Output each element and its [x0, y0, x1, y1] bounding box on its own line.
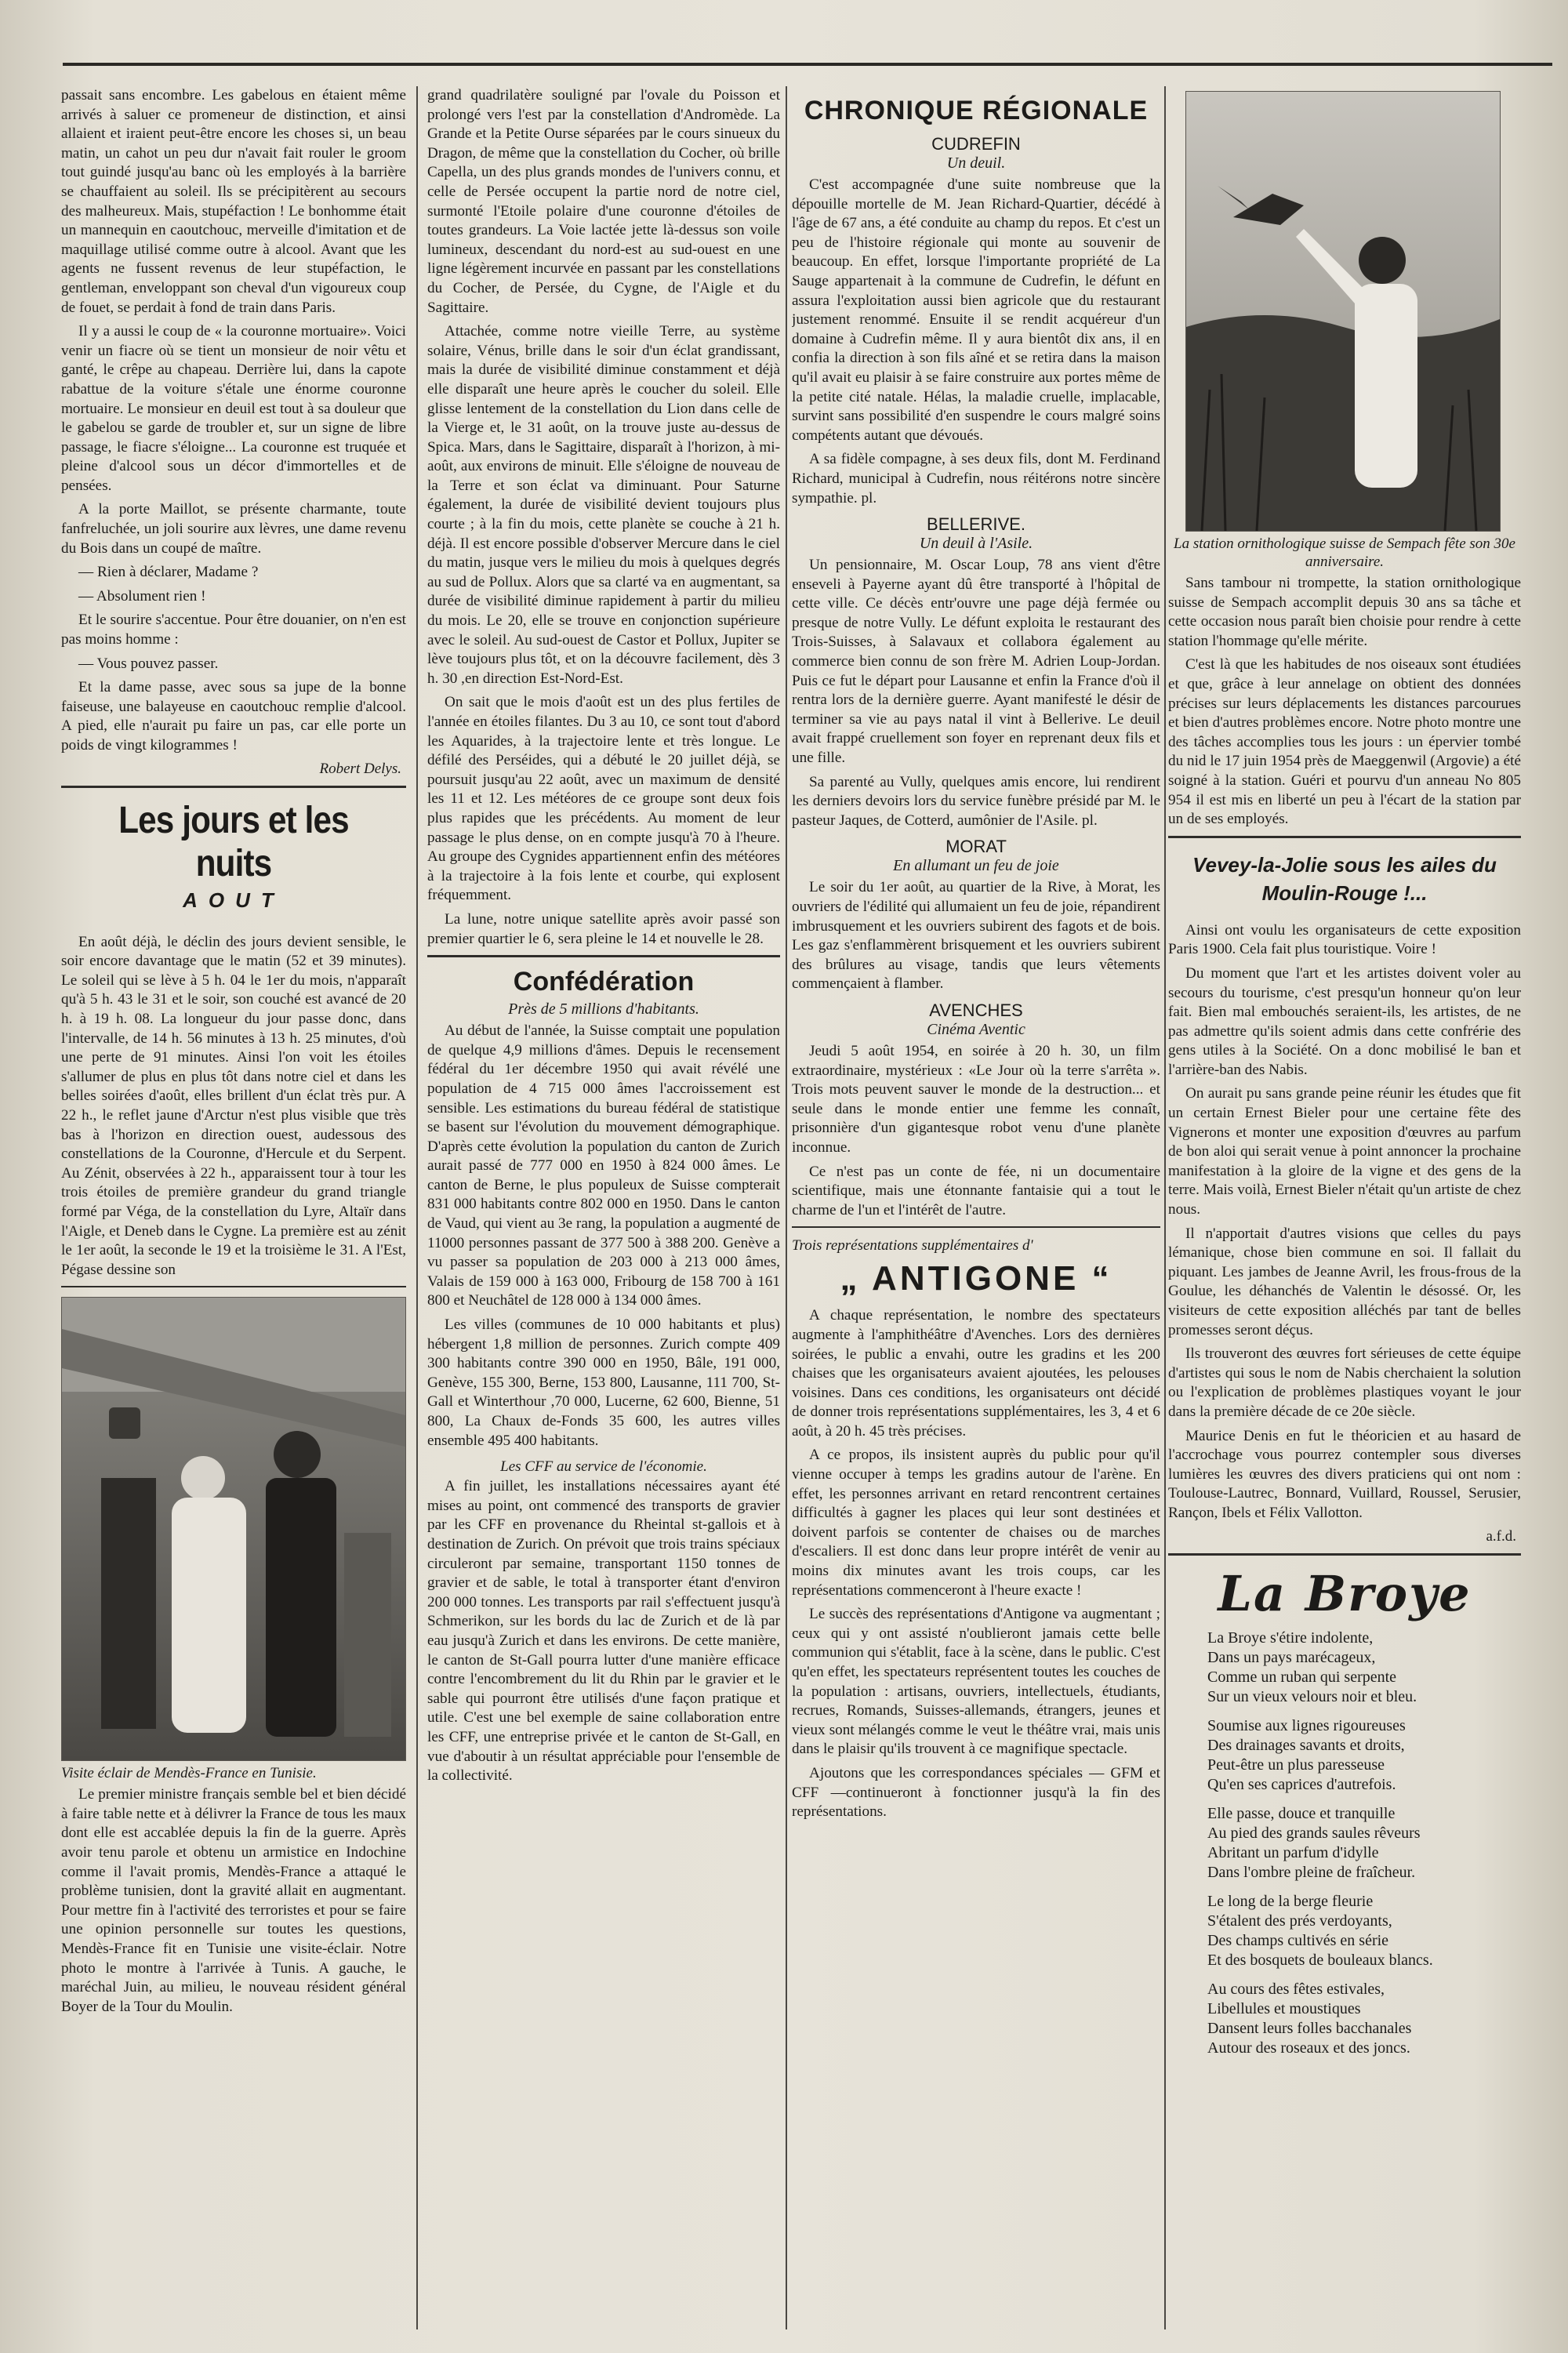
poem-line: Autour des roseaux et des joncs.: [1207, 2039, 1410, 2057]
paragraph: Du moment que l'art et les artistes doivent voler au secours du tourisme, c'est presqu'un honneur qu'on leur fait. Bien mal embouchés seraient-ils, les artistes, de ne pas admettre qu'ils soient admis dans cette confrérie des gens utiles à la Société. On a donc mobilisé le ban et l'arrière-ban des Nabis.: [1168, 964, 1521, 1078]
section-rule: [427, 955, 780, 957]
paragraph: Jeudi 5 août 1954, en soirée à 20 h. 30, un film extraordinaire, mystérieux : «Le Jour où la terre s'arrêta ». Trois mots peuvent sauver le monde de la destruction... et seule dans le monde entier une femme les connaît, prisonnière d'un gigantesque robot venu d'une planète inconnue.: [792, 1042, 1160, 1156]
author-signature: a.f.d.: [1486, 1527, 1516, 1545]
poem-line: Au pied des grands saules rêveurs: [1207, 1824, 1421, 1842]
paragraph: La lune, notre unique satellite après avoir passé son premier quartier le 6, sera pleine le 14 et nouvelle le 28.: [427, 910, 780, 947]
poem-stanza: [1168, 1716, 1521, 1795]
photo-image: [62, 1298, 405, 1760]
paragraph: — Vous pouvez passer.: [78, 655, 219, 672]
poem-line: Qu'en ses caprices d'autrefois.: [1207, 1775, 1396, 1793]
poem-line: Des champs cultivés en série: [1207, 1931, 1389, 1949]
paragraph: A chaque représentation, le nombre des spectateurs augmente à l'amphithéâtre d'Avenches. Lors des dernières soirées, le public a envahi, outre les gradins et les 200 chaises que les organisateurs avaient ajoutées, les pelouses voisines. Dans ces conditions, les organisateurs ont décidé de donner trois représentations supplémentaires, les 3, 4 et 6 août, à 20 h. 45 très précises.: [792, 1307, 1160, 1440]
column-3: [792, 86, 1160, 2337]
paragraph: Ainsi ont voulu les organisateurs de cette exposition Paris 1900. Cela fait plus touristique. Voire !: [1168, 921, 1521, 958]
avenches-subhead: Cinéma Aventic: [927, 1020, 1025, 1038]
paragraph: Le soir du 1er août, au quartier de la Rive, à Morat, les ouvriers de l'édilité qui allumaient un feu de joie, répandirent imbrusquement et les ouvriers subirent des fagots et de bois. Les gaz s'enflammèrent brisquement et les ouvriers subirent des brûlures au visage, tandis que leurs vêtements commençaient à flamber.: [792, 879, 1160, 993]
poem-stanza: [1168, 1629, 1521, 1707]
sempach-photo: [1185, 91, 1501, 532]
section-rule: [61, 1286, 406, 1287]
place-morat: MORAT: [946, 837, 1007, 857]
poem-line: Dansent leurs folles bacchanales: [1207, 2019, 1412, 2037]
poem-line: La Broye s'étire indolente,: [1207, 1629, 1374, 1647]
vevey-headline: Vevey-la-Jolie sous les ailes du Moulin-Rouge !...: [1192, 852, 1497, 905]
poem-stanza: [1168, 1804, 1521, 1883]
photo-caption: Visite éclair de Mendès-France en Tunisie.: [61, 1765, 317, 1782]
place-avenches: AVENCHES: [929, 1000, 1023, 1020]
paragraph: On sait que le mois d'août est un des plus fertiles de l'année en étoiles filantes. Du 3 au 10, ce sont tout d'abord les Aquarides, à la trajectoire lente et très longue. Le défilé des Perséides, qui a débuté le 20 juillet déjà, se poursuit jusqu'au 22 août, avec un maximum de densité les 11 et 12. Les météores de ce groupe sont deux fois plus rapides que les précédents. Au moment de leur passage le plus dense, on en compte jusqu'à 70 à l'heure. Au groupe des Cygnides appartiennent enfin des météores à la trajectoire à la fois lente et courbe, qui explosent fréquemment.: [427, 694, 780, 904]
paragraph: En août déjà, le déclin des jours devient sensible, le soir encore davantage que le matin (52 et 39 minutes). Le soleil qui se lève à 5 h. 04 le 1er du mois, n'apparaît qu'à 5 h. 43 le 31 et le soir, son couché est avancé de 20 h. à 19 h. 08. La longueur du jour passe donc, dans l'intervalle, de 14 h. 56 minutes à 13 h. 25 minutes, d'où une perte de 91 minutes. Ainsi l'on voit les étoiles s'allumer de plus en plus tôt dans notre ciel et dans les belles soirées d'août, elles brillent d'un éclat très pur. A 22 h., le reflet jaune d'Arctur n'est plus visible que très bas à l'horizon en direction ouest, audessous des constellations de la Couronne, d'Hercule et du Serpent. Au Zénit, observées à 22 h., apparaissent tour à tour les trois étoiles de première grandeur du grand triangle formé par Véga, de la constellation du Lyre, Altaïr dans l'Aigle, et Deneb dans le Cygne. La première est au zénit le 1er août, la seconde le 19 et la troisième le 31. A l'Est, Pégase dessine son: [61, 933, 406, 1278]
confederation-headline: Confédération: [513, 967, 695, 997]
poem-line: Dans l'ombre pleine de fraîcheur.: [1207, 1863, 1416, 1881]
paragraph: Il n'apportait d'autres visions que celles du pays lémanique, chose bien commune en soi. Il fallait du piquant. Les jambes de Jeanne Avril, les frous-frous de la Goulue, les déhanchés de Valentin le désossé. Or, les visiteurs de cette exposition alléchés par tant de belles promesses seront déçus.: [1168, 1225, 1521, 1338]
poem-line: Au cours des fêtes estivales,: [1207, 1980, 1385, 1998]
cff-subhead: Les CFF au service de l'économie.: [500, 1458, 707, 1476]
paragraph: Le succès des représentations d'Antigone va augmentant ; ceux qui y ont assisté n'oublieront jamais cette belle communion qui s'établit, face à la scène, dans le public. C'est qu'en effet, les spectateurs représentent toutes les couches de la population : artisans, ouvriers, intellectuels, étudiants, recrues, Romands, Suisses-allemands, étrangers, jeunes et vieux sont mélangés comme le veut le théâtre vrai, mais unis dans le plaisir qu'ils trouvent à ce magnifique spectacle.: [792, 1606, 1160, 1758]
column-2: [427, 86, 780, 2337]
column-rule: [1164, 86, 1166, 2329]
morat-subhead: En allumant un feu de joie: [893, 857, 1059, 875]
paragraph: Maurice Denis en fut le théoricien et au hasard de l'accrochage vous pourrez contempler sous diverses lumières les œuvres des divers praticiens qui ont nom : Toulouse-Lautrec, Bonnard, Vuillard, Roussel, Serusier, Rançon, Ibels et Félix Vallotton.: [1168, 1427, 1521, 1521]
section-rule: [1168, 1553, 1521, 1556]
poem-line: Dans un pays marécageux,: [1207, 1648, 1376, 1666]
column-1: [61, 86, 406, 2337]
paragraph: On aurait pu sans grande peine réunir les études que fit un certain Ernest Bieler pour une certaine fête des Vignerons et monter une exposition d'œuvres au parfum de bon aloi qui serait venue à point annoncer la prochaine manifestation à la gloire de la vigne et des gens de la terre. Mais voilà, Ernest Bieler n'était qu'un artiste de chez nous.: [1168, 1085, 1521, 1218]
paragraph: Ajoutons que les correspondances spéciales — GFM et CFF —continueront à fonctionner jusqu'à la fin des représentations.: [792, 1764, 1160, 1821]
paragraph: Et le sourire s'accentue. Pour être douanier, on n'en est pas moins homme :: [61, 612, 406, 648]
section-rule: [1168, 836, 1521, 838]
paragraph: Le premier ministre français semble bel et bien décidé à faire table nette et à délivrer la France de tous les maux dont elle est accablée depuis la fin de la guerre. Après avoir tenu parole et obtenu un armistice en Indochine comme il l'avait promis, Mendès-France a attaqué le problème tunisien, dont la gravité allait en augmentant. Pour mettre fin à l'activité des terroristes et pour se faire une opinion personnelle sur toutes les questions, Mendès-France fit en Tunisie une visite-éclair. Notre photo le montre à l'arrivée à Tunis. A gauche, le maréchal Juin, au milieu, le nouveau résident général Boyer de la Tour du Moulin.: [61, 1786, 406, 2015]
paragraph: Et la dame passe, avec sous sa jupe de la bonne faiseuse, une balayeuse en caoutchouc remplie d'alcool. A pied, elle n'aurait pu faire un pas, car elle porte un poids de vingt kilogrammes !: [61, 679, 406, 753]
paragraph: A ce propos, ils insistent auprès du public pour qu'il vienne occuper à temps les gradins autour de l'arène. En effet, les personnes arrivant en retard rencontrent certaines difficultés à gagner les places qui leur sont destinées et doivent parfois se contenter de chaises ou de marches d'escaliers. Il est donc dans leur propre intérêt de venir au moins dix minutes avant les trois coups, car les représentations commenceront à l'heure exacte !: [792, 1447, 1160, 1599]
paragraph: A la porte Maillot, se présente charmante, toute fanfreluchée, un joli sourire aux lèvres, une dame revenu du Bois dans un coupé de maître.: [61, 501, 406, 557]
jours-month: AOUT: [183, 888, 285, 912]
poem-line: Le long de la berge fleurie: [1207, 1892, 1374, 1910]
column-rule: [786, 86, 787, 2329]
poem-line: Sur un vieux velours noir et bleu.: [1207, 1687, 1417, 1705]
paragraph: Sa parenté au Vully, quelques amis encore, lui rendirent les derniers devoirs lors du service funèbre présidé par M. le pasteur Jaques, de Cotterd, aumônier de l'Asile. pl.: [792, 773, 1160, 829]
poem-line: Abritant un parfum d'idylle: [1207, 1843, 1379, 1861]
section-rule: [792, 1226, 1160, 1228]
top-rule: [63, 63, 1552, 66]
paragraph: — Rien à déclarer, Madame ?: [78, 564, 259, 581]
paragraph: Un pensionnaire, M. Oscar Loup, 78 ans vient d'être enseveli à Payerne ayant dû être transporté à l'hôpital de cette ville. Ce décès entr'ouvre une page déjà fermée ou presque de notre Vully. Le défunt exploita le restaurant des Trois-Suisses, à Salavaux et collabora également au commerce bien connu de son frère M. Adrien Loup-Jordan. Puis ce fut le départ pour Lausanne et enfin la France d'où il rentra lors de la dernière guerre. Ayant manifesté le désir de terminer sa vie au pays natal il vint à Bellerive. Le deuil avait frappé cruellement son foyer en reprenant deux fils et une fille.: [792, 557, 1160, 767]
paragraph: C'est accompagnée d'une suite nombreuse que la dépouille mortelle de M. Jean Richard-Quartier, décédé à l'âge de 67 ans, a été conduite au champ du repos. Et c'est un peu de l'histoire régionale qui monte au souvenir de beaucoup. En effet, lorsque l'importante propriété de La Sauge appartenait à la commune de Cudrefin, le défunt en assura l'exploitation aussi bien agricole que du restaurant justement renommé. Ensuite il se rendit acquéreur d'un domaine à Cudrefin même. Il y aura bientôt dix ans, il en confia la direction à son fils aîné et se retira dans la maison qu'il avait eu plaisir à se faire construire aux portes même de la petite cité natale. Hélas, la maladie cruelle, implacable, survint sans possibilité d'en suspendre le cours malgré soins compétents autant que dévoués.: [792, 176, 1160, 444]
poem-stanza: [1168, 1980, 1521, 2058]
mendes-france-photo: [61, 1297, 406, 1761]
confederation-subhead: Près de 5 millions d'habitants.: [508, 1000, 699, 1019]
paragraph: — Absolument rien !: [78, 587, 206, 605]
paragraph: Ce n'est pas un conte de fée, ni un documentaire scientifique, mais une étonnante fantaisie qui a tout le charme de l'un et l'intérêt de l'autre.: [792, 1163, 1160, 1218]
paragraph: Attachée, comme notre vieille Terre, au système solaire, Vénus, brille dans le soir d'un éclat grandissant, mais la durée de visibilité diminue constamment et déjà elle disparaît une heure après le coucher du soleil. Elle glisse lentement de la constellation du Lion dans celle de la Vierge et, le 31 août, on la trouve juste au-dessus de Spica. Mars, dans le Sagittaire, disparaît à l'horizon, à mi-août, aux environs de minuit. Elle s'éloigne de nouveau de la Terre et son éclat va diminuant. Pour Saturne également, la durée de visibilité devient toujours plus courte ; à la fin du mois, cette planète se couche à 21 h. déjà. Il est encore possible d'observer Mercure dans le ciel du matin, jusque vers le milieu du mois à quelques degrés au sud de Pollux. Alors que sa clarté va en augmentant, sa durée de visibilité diminue rapidement à partir du milieu du mois. Le 20, elle se trouve en conjonction supérieure avec le soleil. Au sud-ouest de Castor et Pollux, Jupiter se lève toujours plus tôt, et on la découvre facilement, dès 3 h. 30 ,en direction Est-Nord-Est.: [427, 323, 780, 687]
photo-caption: La station ornithologique suisse de Sempach fête son 30e anniversaire.: [1174, 536, 1515, 570]
column-4: [1168, 86, 1521, 2337]
poem-line: Et des bosquets de bouleaux blancs.: [1207, 1951, 1433, 1969]
author-signature: Robert Delys.: [319, 760, 401, 777]
poem-line: Libellules et moustiques: [1207, 1999, 1361, 2017]
section-rule: [61, 786, 406, 788]
cudrefin-subhead: Un deuil.: [946, 154, 1006, 172]
poem-stanza: [1168, 1892, 1521, 1970]
antigone-kicker: Trois représentations supplémentaires d': [792, 1237, 1033, 1255]
chronique-headline: CHRONIQUE RÉGIONALE: [804, 96, 1149, 125]
paragraph: Sans tambour ni trompette, la station ornithologique suisse de Sempach accomplit depuis 30 ans sa tâche et cette occasion nous paraît bien choisie pour rendre à cette station l'hommage qu'elle mérite.: [1168, 575, 1521, 649]
intro-article: [61, 86, 406, 778]
poem-line: Elle passe, douce et tranquille: [1207, 1804, 1396, 1822]
paragraph: A sa fidèle compagne, à ses deux fils, dont M. Ferdinand Richard, municipal à Cudrefin, nous réitérons notre sincère sympathie. pl.: [792, 451, 1160, 507]
place-bellerive: BELLERIVE.: [927, 514, 1025, 535]
place-cudrefin: CUDREFIN: [931, 134, 1021, 154]
poem-line: Soumise aux lignes rigoureuses: [1207, 1716, 1406, 1734]
paragraph: Au début de l'année, la Suisse comptait une population de quelque 4,9 millions d'âmes. Depuis le recensement fédéral du 1er décembre 1950 qui avait révélé une population de 4 715 000 âmes l'accroissement est sensible. Les estimations du bureau fédéral de statistique se basent sur l'évolution du mouvement démographique. D'après cette évolution la population du canton de Zurich aurait passé de 777 000 en 1950 à 824 000 âmes. Le canton de Berne, le plus populeux de Suisse compterait 831 000 habitants contre 802 000 en 1950. Dans le canton de Vaud, qui vient au 3e rang, la population a augmenté de 11000 personnes passant de 377 500 à 388 200. Genève a vu passer sa population de 203 000 à 213 000 âmes, Valais de 159 000 à 163 000, Fribourg de 158 700 à 161 800 et Neuchâtel de 128 000 à 134 000 âmes.: [427, 1022, 780, 1309]
paragraph: passait sans encombre. Les gabelous en étaient même arrivés à saluer ce promeneur de distinction, et ainsi allaient et iraient peut-être encore les choses si, un beau matin, un cahot un peu dur n'avait fait rouler le groom tout guindé jusqu'au banc où les employés à la barrière se chauffaient au soleil. Ils se précipitèrent au secours des malheureux. Mais, stupéfaction ! Le bonhomme était un mannequin en caoutchouc, merveille d'imitation et de maquillage utilisé comme outre à alcool. Avant que les agents ne fussent revenus de leur stupéfaction, le gentleman, enveloppant son cheval d'un vigoureux coup de fouet, se perdait à fond de train dans Paris.: [61, 87, 406, 316]
paragraph: C'est là que les habitudes de nos oiseaux sont étudiées et que, grâce à leur annelage on obtient des données précises sur leurs déplacements les distances parcourues et bien d'autres problèmes encore. Notre photo montre une des tâches accomplies tous les jours : un épervier tombé du nid le 17 juin 1954 près de Maeggenwil (Argovie) a été soigné à la station. Guéri et pourvu d'un anneau No 805 954 il est mis en liberté un peu à l'écart de la station par un de ses employés.: [1168, 656, 1521, 828]
poem-line: Peut-être un plus paresseuse: [1207, 1756, 1385, 1774]
antigone-headline: „ ANTIGONE “: [840, 1259, 1112, 1298]
paragraph: Les villes (communes de 10 000 habitants et plus) hébergent 1,8 million de personnes. Zurich compte 409 300 habitants contre 390 000 en 1950, Bâle, 191 000, Genève, 155 300, Berne, 153 800, Lausanne, 111 700, St-Gall et Winterthour ,70 000, Lucerne, 62 600, Bienne, 51 800, La Chaux de-Fonds 35 600, les autres villes ensemble 495 400 habitants.: [427, 1316, 780, 1449]
jours-headline: Les jours et les nuits: [118, 799, 349, 884]
paragraph: grand quadrilatère souligné par l'ovale du Poisson et prolongé vers l'est par la constellation d'Andromède. La Grande et la Petite Ourse séparées par le cours sinueux du Dragon, de même que la constellation du Cocher, où brille Capella, un des plus grands mondes de l'univers connu, et celle de Persée occupent la partie nord de notre ciel, surmonté l'Etoile polaire d'une couronne d'étoiles de toutes grandeurs. La Voie lactée jette là-dessus son voile lumineux, descendant du nord-est au sud-ouest en une ligne légèrement incurvée en passant par les constellations du Cocher, de Persée, du Cygne, de l'Aigle et du Sagittaire.: [427, 87, 780, 316]
poem-line: S'étalent des prés verdoyants,: [1207, 1912, 1392, 1930]
broye-headline: La Broye: [1218, 1564, 1472, 1622]
paragraph: A fin juillet, les installations nécessaires ayant été mises au point, ont commencé des transports de gravier par les CFF en provenance du Rheintal st-gallois et à destination de Zurich. On prévoit que trois trains spéciaux circuleront par semaine, transportant 1150 tonnes de gravier et de sable, le total à transporter étant d'environ 200 000 tonnes. Les transports par rail s'effectuent jusqu'à Schmerikon, sur les bords du lac de Zurich et de là par eau jusqu'à Zurich et dans les environs. De cette manière, le canton de St-Gall pourra lutter d'une manière efficace contre l'encombrement du lit du Rhin par le gravier et le sable qui pourront être utilisés d'une façon pratique et utile. C'est une bel exemple de saine collaboration entre les CFF, une entreprise privée et le canton de St-Gall, en vue d'aboutir à un résultat appréciable pour l'ensemble de la collectivité.: [427, 1478, 780, 1785]
paragraph: Il y a aussi le coup de « la couronne mortuaire». Voici venir un fiacre où se tient un monsieur de noir vêtu et ganté, le crêpe au chapeau. Derrière lui, dans la capote rabattue de la voiture s'étale une énorme couronne mortuaire. Le monsieur en deuil est tout à sa douleur que le gabelou se garde de troubler et, sur un signe de libre passage, le fiacre s'éloigne... La couronne est truquée et pleine d'alcool sous un décor d'immortelles et de pensées.: [61, 323, 406, 494]
photo-image: [1186, 92, 1500, 531]
poem-line: Comme un ruban qui serpente: [1207, 1668, 1397, 1686]
bellerive-subhead: Un deuil à l'Asile.: [919, 535, 1033, 553]
paragraph: Ils trouveront des œuvres fort sérieuses de cette équipe d'artistes qui sous le nom de Nabis cherchaient la solution ou l'explication de problèmes plastiques voyant le jour dans la première décade de ce 20e siècle.: [1168, 1345, 1521, 1420]
poem-line: Des drainages savants et droits,: [1207, 1736, 1405, 1754]
column-rule: [416, 86, 418, 2329]
